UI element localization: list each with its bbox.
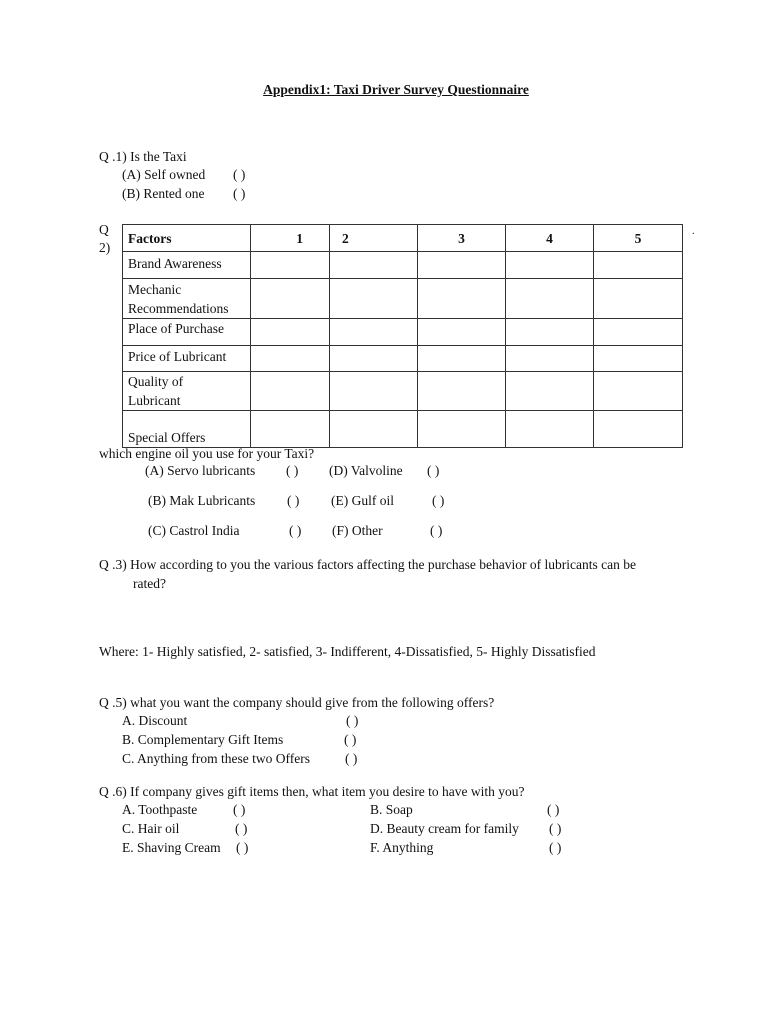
table-row <box>123 346 683 372</box>
q5-option-b: B. Complementary Gift Items <box>122 732 284 747</box>
q5-option-c-box[interactable]: ( ) <box>345 751 358 766</box>
rating-cell[interactable] <box>418 372 506 411</box>
q2-label-q: Q <box>99 222 109 237</box>
rating-cell[interactable] <box>594 319 683 346</box>
rating-cell[interactable] <box>330 411 418 448</box>
q6-option-a: A. Toothpaste <box>122 802 198 817</box>
rating-cell[interactable] <box>251 279 330 319</box>
q2-option-e-box[interactable]: ( ) <box>432 493 445 508</box>
q6-option-e: E. Shaving Cream <box>122 840 221 855</box>
rating-cell[interactable] <box>330 372 418 411</box>
q6-option-f-box[interactable]: ( ) <box>549 840 562 855</box>
rating-cell[interactable] <box>418 319 506 346</box>
rating-cell[interactable] <box>506 372 594 411</box>
table-row <box>123 252 683 279</box>
rating-cell[interactable] <box>594 372 683 411</box>
table-row <box>123 372 683 411</box>
table-row <box>123 319 683 346</box>
rating-cell[interactable] <box>506 346 594 372</box>
rating-cell[interactable] <box>506 279 594 319</box>
q6-option-e-box[interactable]: ( ) <box>236 840 249 855</box>
rating-cell[interactable] <box>594 411 683 448</box>
q2-option-a-box[interactable]: ( ) <box>286 463 299 478</box>
row-label-quality-of-lubricant: Quality of Lubricant <box>123 372 251 411</box>
row-label-brand-awareness: Brand Awareness <box>123 252 251 279</box>
rating-cell[interactable] <box>506 252 594 279</box>
q6-option-c-box[interactable]: ( ) <box>235 821 248 836</box>
rating-cell[interactable] <box>330 252 418 279</box>
page-title: Appendix1: Taxi Driver Survey Questionnaire <box>263 82 529 97</box>
q1-option-a-box[interactable]: ( ) <box>233 167 246 182</box>
q2-option-d-box[interactable]: ( ) <box>427 463 440 478</box>
q2-option-c-box[interactable]: ( ) <box>289 523 302 538</box>
q5-option-a-box[interactable]: ( ) <box>346 713 359 728</box>
row-label-price-of-lubricant: Price of Lubricant <box>123 346 251 372</box>
table-row <box>123 411 683 448</box>
q3-question-line2: rated? <box>133 576 166 591</box>
q6-option-f: F. Anything <box>370 840 434 855</box>
q6-option-a-box[interactable]: ( ) <box>233 802 246 817</box>
rating-cell[interactable] <box>251 346 330 372</box>
header-4: 4 <box>506 225 594 252</box>
row-label-special-offers: Special Offers <box>123 411 251 448</box>
q2-option-f-box[interactable]: ( ) <box>430 523 443 538</box>
header-factors: Factors <box>123 225 251 252</box>
q6-option-b-box[interactable]: ( ) <box>547 802 560 817</box>
header-1: 1 <box>251 225 330 252</box>
q6-option-b: B. Soap <box>370 802 413 817</box>
q5-option-a: A. Discount <box>122 713 188 728</box>
rating-cell[interactable] <box>330 319 418 346</box>
q2-option-c: (C) Castrol India <box>148 523 240 538</box>
header-2: 2 <box>330 225 418 252</box>
q2-option-b: (B) Mak Lubricants <box>148 493 256 508</box>
q6-option-c: C. Hair oil <box>122 821 180 836</box>
q1-option-b-box[interactable]: ( ) <box>233 186 246 201</box>
q1-option-b: (B) Rented one <box>122 186 205 201</box>
header-5: 5 <box>594 225 683 252</box>
rating-cell[interactable] <box>594 346 683 372</box>
q2-option-a: (A) Servo lubricants <box>145 463 256 478</box>
q5-option-b-box[interactable]: ( ) <box>344 732 357 747</box>
row-label-place-of-purchase: Place of Purchase <box>123 319 251 346</box>
rating-cell[interactable] <box>418 411 506 448</box>
rating-cell[interactable] <box>330 346 418 372</box>
q2-option-f: (F) Other <box>332 523 383 538</box>
q1-question: Q .1) Is the Taxi <box>99 149 187 164</box>
rating-cell[interactable] <box>418 252 506 279</box>
q6-question: Q .6) If company gives gift items then, what item you desire to have with you? <box>99 784 525 799</box>
rating-cell[interactable] <box>251 372 330 411</box>
rating-cell[interactable] <box>418 346 506 372</box>
rating-cell[interactable] <box>330 279 418 319</box>
rating-cell[interactable] <box>594 252 683 279</box>
q3-question-line1: Q .3) How according to you the various factors affecting the purchase behavior of lubricants can be <box>99 557 636 572</box>
q2-option-e: (E) Gulf oil <box>331 493 394 508</box>
q6-option-d: D. Beauty cream for family <box>370 821 519 836</box>
rating-cell[interactable] <box>251 319 330 346</box>
q5-option-c: C. Anything from these two Offers <box>122 751 310 766</box>
header-3: 3 <box>418 225 506 252</box>
q6-option-d-box[interactable]: ( ) <box>549 821 562 836</box>
rating-cell[interactable] <box>418 279 506 319</box>
q2-question-tail: which engine oil you use for your Taxi? <box>99 446 315 461</box>
rating-cell[interactable] <box>251 411 330 448</box>
q2-label-num: 2) <box>99 240 111 255</box>
q2-option-d: (D) Valvoline <box>329 463 403 478</box>
q5-question: Q .5) what you want the company should give from the following offers? <box>99 695 495 710</box>
table-header-row <box>123 225 683 252</box>
rating-cell[interactable] <box>594 279 683 319</box>
table-row <box>123 279 683 319</box>
row-label-mechanic-recommendations: Mechanic Recommendations <box>123 279 251 319</box>
factors-table <box>122 224 683 448</box>
q1-option-a: (A) Self owned <box>122 167 206 182</box>
scale-note: Where: 1- Highly satisfied, 2- satisfied, 3- Indifferent, 4-Dissatisfied, 5- Highly Dissatisfied <box>99 644 596 659</box>
stray-dot: . <box>692 226 695 237</box>
rating-cell[interactable] <box>251 252 330 279</box>
rating-cell[interactable] <box>506 319 594 346</box>
q2-option-b-box[interactable]: ( ) <box>287 493 300 508</box>
rating-cell[interactable] <box>506 411 594 448</box>
